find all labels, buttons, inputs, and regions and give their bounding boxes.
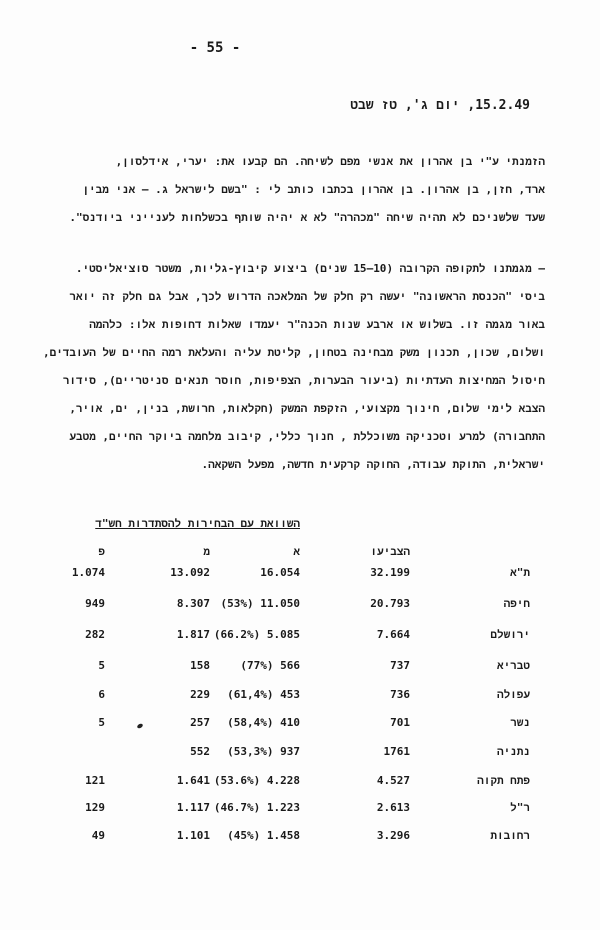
cell-mem: 257 <box>190 716 210 729</box>
table-row <box>0 566 600 586</box>
cell-city: ירושלם <box>490 628 530 641</box>
cell-city: נתניה <box>496 745 530 758</box>
cell-aleph: (45%) 1.458 <box>227 829 300 842</box>
table-row <box>0 628 600 648</box>
text-line: באור מגמה זו. בשלוש או ארבע שנות הכנה"ר יעמדו שאלות דחופות אלו: כלהמה <box>89 318 545 331</box>
header-total: הצביעו <box>370 545 410 558</box>
cell-total: 2.613 <box>376 801 410 814</box>
table-row <box>0 597 600 617</box>
cell-city: נשר <box>510 716 530 729</box>
cell-city: טבריא <box>496 659 530 672</box>
cell-pe: 282 <box>85 628 105 641</box>
cell-city: עפולה <box>496 688 530 701</box>
table-row <box>0 688 600 708</box>
cell-city: פתח תקוה <box>477 774 530 787</box>
cell-aleph: 16.054 <box>260 566 300 579</box>
paragraph-goals <box>42 262 545 482</box>
table-row <box>0 716 600 736</box>
cell-mem: 1.817 <box>176 628 210 641</box>
cell-mem: 1.117 <box>176 801 210 814</box>
cell-mem: 8.307 <box>176 597 210 610</box>
header-aleph: א <box>293 545 300 558</box>
text-line: שעד שלשניכם לא תהיה שיחה "מכהרה" לא א יהיה שותף בכשלחות לענייני ביודנס". <box>69 211 545 224</box>
table-title: השוואת עם הבחירות להסתדרות חש"ד <box>95 517 300 530</box>
cell-total: 736 <box>390 688 410 701</box>
cell-city: חיפה <box>503 597 530 610</box>
table-row <box>0 801 600 821</box>
cell-pe: 5 <box>98 716 105 729</box>
cell-pe: 949 <box>85 597 105 610</box>
cell-pe: 5 <box>98 659 105 672</box>
cell-total: 32.199 <box>370 566 410 579</box>
cell-aleph: (53.6%) 4.228 <box>213 774 300 787</box>
cell-pe: 129 <box>85 801 105 814</box>
cell-aleph: (53,3%) 937 <box>227 745 300 758</box>
cell-mem: 158 <box>190 659 210 672</box>
text-line: התחבורה) למרע וטכניקה משוכללת , חנוך כללי, קיבוב מלחמה ביוקר החיים, מטבע <box>69 430 545 443</box>
cell-pe: 6 <box>98 688 105 701</box>
cell-city: ר"ל <box>510 801 530 814</box>
text-line: הצבא לימי שלום, חינוך מקצועי, הזקפת המשק (חקלאות, חרושת, בנין, ים, אויר, <box>69 402 545 415</box>
text-line: ארד, חזן, בן אהרון. בן אהרון בכתבו כותב לי : "בשם לישראל ג. – אני מבין <box>82 183 545 196</box>
cell-aleph: (61,4%) 453 <box>227 688 300 701</box>
cell-aleph: (46.7%) 1.223 <box>213 801 300 814</box>
text-line: הזמנתי ע"י בן אהרון את אנשי מפם לשיחה. הם קבעו את: יערי, אידלסון, <box>115 155 545 168</box>
table-row <box>0 829 600 849</box>
date-heading: 15.2.49, יום ג', טז שבט <box>350 98 530 113</box>
cell-city: רחובות <box>490 829 530 842</box>
cell-total: 1761 <box>383 745 410 758</box>
cell-aleph: (58,4%) 410 <box>227 716 300 729</box>
cell-aleph: (53%) 11.050 <box>220 597 300 610</box>
text-line: ביסי "הכנסת הראשונה" יעשה רק חלק של המלאכה הדרוש לכך, אבל גם חלק זה יואר <box>69 290 545 303</box>
cell-pe: 121 <box>85 774 105 787</box>
cell-mem: 1.101 <box>176 829 210 842</box>
cell-mem: 1.641 <box>176 774 210 787</box>
cell-city: ת"א <box>510 566 530 579</box>
cell-aleph: (66.2%) 5.085 <box>213 628 300 641</box>
cell-total: 701 <box>390 716 410 729</box>
cell-mem: 552 <box>190 745 210 758</box>
page-number: - 55 - <box>189 40 241 56</box>
cell-total: 7.664 <box>376 628 410 641</box>
cell-pe: 49 <box>91 829 105 842</box>
cell-mem: 13.092 <box>170 566 210 579</box>
table-row <box>0 774 600 794</box>
table-row <box>0 745 600 765</box>
cell-total: 3.296 <box>376 829 410 842</box>
table-row <box>0 659 600 679</box>
cell-total: 20.793 <box>370 597 410 610</box>
text-line: חיסול המחיצות העדתיות (ביעור הבערות, הצפיפות, חוסר תנאים סניטריים), סידור <box>62 374 545 387</box>
cell-total: 4.527 <box>376 774 410 787</box>
text-line: – מגמתנו לתקופה הקרובה (10–15 שנים) ביצוע קיבוץ-גליות, משטר סוציאליסטי. <box>75 262 545 275</box>
header-mem: מ <box>203 545 210 558</box>
text-line: ושלום, שכון, תכנון משק מבחינה בטחון, קליטת עליה והעלאת רמה החיים של העובדים, <box>42 346 545 359</box>
text-line: ישראלית, התוקת עבודה, החוקה קרקעית חדשה, מפעל השקאה. <box>201 458 545 471</box>
paragraph-invitation <box>65 155 545 230</box>
cell-aleph: (77%) 566 <box>240 659 300 672</box>
cell-total: 737 <box>390 659 410 672</box>
header-pe: פ <box>98 545 105 558</box>
cell-pe: 1.074 <box>71 566 105 579</box>
cell-mem: 229 <box>190 688 210 701</box>
